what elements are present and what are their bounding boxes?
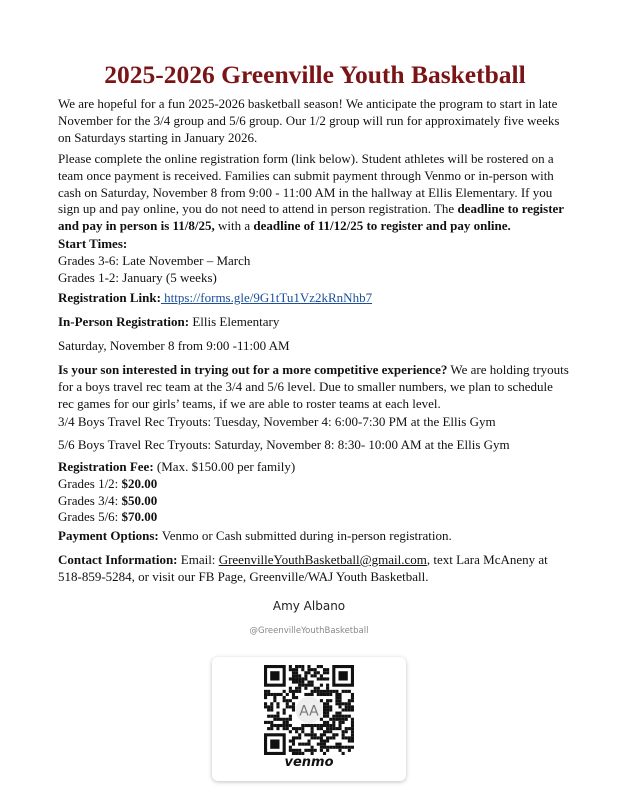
payment-label: Payment Options:	[58, 528, 159, 543]
venmo-qr-card	[212, 657, 406, 781]
registration-link-label: Registration Link:	[58, 290, 161, 305]
contact-line	[58, 552, 572, 586]
registration-link-line	[58, 290, 572, 307]
in-person-value: Ellis Elementary	[189, 314, 280, 329]
start-time-line: Grades 1-2: January (5 weeks)	[58, 269, 217, 285]
fees	[58, 459, 572, 526]
tryouts-34: 3/4 Boys Travel Rec Tryouts: Tuesday, November 4: 6:00-7:30 PM at the Ellis Gym	[58, 414, 496, 429]
svg-text:AA: AA	[299, 703, 319, 720]
venmo-header	[0, 598, 618, 640]
tryouts-56: 5/6 Boys Travel Rec Tryouts: Saturday, November 8: 8:30- 10:00 AM at the Ellis Gym	[58, 437, 510, 452]
fee-grade: Grades 5/6:	[58, 509, 122, 525]
contact-pre: Email:	[177, 552, 219, 567]
fee-row	[58, 493, 572, 510]
fee-row	[58, 476, 572, 493]
in-person-date: Saturday, November 8 from 9:00 -11:00 AM	[58, 338, 290, 353]
fees-note: (Max. $150.00 per family)	[153, 459, 296, 474]
registration-link[interactable]: https://forms.gle/9G1tTu1Vz2kRnNhb7	[160, 290, 373, 305]
contact-post: , text Lara McAneny at 518-859-5284, or visit our FB Page, Greenville/WAJ Youth Basketball.	[58, 552, 548, 584]
tryouts-text: We are holding tryouts for a boys travel rec team at the 3/4 and 5/6 level. Due to smaller numbers, we plan to schedule rec games for our girls’ teams, if we are able to roster teams at each level.	[58, 362, 569, 411]
venmo-handle: @GreenvilleYouthBasketball	[249, 625, 369, 636]
venmo-logo: venmo	[284, 755, 334, 770]
in-person-label: In-Person Registration:	[58, 314, 190, 329]
contact-email-link[interactable]: GreenvilleYouthBasketball@gmail.com	[218, 552, 427, 567]
fee-amount: $70.00	[121, 509, 158, 525]
payment-value: Venmo or Cash submitted during in-person registration.	[158, 528, 452, 543]
start-time-line: Grades 3-6: Late November – March	[58, 252, 251, 268]
deadline-in-person: deadline to register and pay in person is 11/8/25,	[58, 201, 564, 234]
in-person-line	[58, 314, 572, 331]
venmo-name: Amy Albano	[272, 599, 346, 613]
deadline-online: deadline of 11/12/25 to register and pay online.	[253, 218, 511, 234]
fee-amount: $20.00	[121, 475, 158, 491]
payment-line	[58, 528, 572, 545]
fee-row	[58, 509, 572, 526]
fee-grade: Grades 1/2:	[58, 475, 122, 491]
registration-mid: with a	[214, 218, 254, 234]
tryouts-paragraph	[58, 362, 572, 412]
fee-amount: $50.00	[121, 492, 158, 508]
fee-grade: Grades 3/4:	[58, 492, 122, 508]
contact-label: Contact Information:	[58, 552, 178, 567]
intro-paragraph: We are hopeful for a fun 2025-2026 basketball season! We anticipate the program to start in late November for the 3/4 group and 5/6 group. Our 1/2 group will run for approximately five weeks on Saturdays starting in January 2026.	[58, 96, 560, 145]
fees-label: Registration Fee:	[58, 459, 154, 474]
page-title: 2025-2026 Greenville Youth Basketball	[104, 60, 526, 89]
registration-paragraph	[58, 151, 572, 235]
start-times	[58, 236, 572, 286]
registration-text: Please complete the online registration form (link below). Student athletes will be rostered on a team once payment is received. Families can submit payment through Venmo or in-person with cash on Saturday, November 8 from 9:00 - 11:00 AM in the hallway at Ellis Elementary. If you sign up and pay online, you do not need to attend in person registration. The	[58, 151, 554, 217]
start-times-label: Start Times:	[58, 236, 128, 251]
qr-code-icon[interactable]	[264, 665, 354, 755]
tryouts-question: Is your son interested in trying out for a more competitive experience?	[58, 362, 448, 377]
